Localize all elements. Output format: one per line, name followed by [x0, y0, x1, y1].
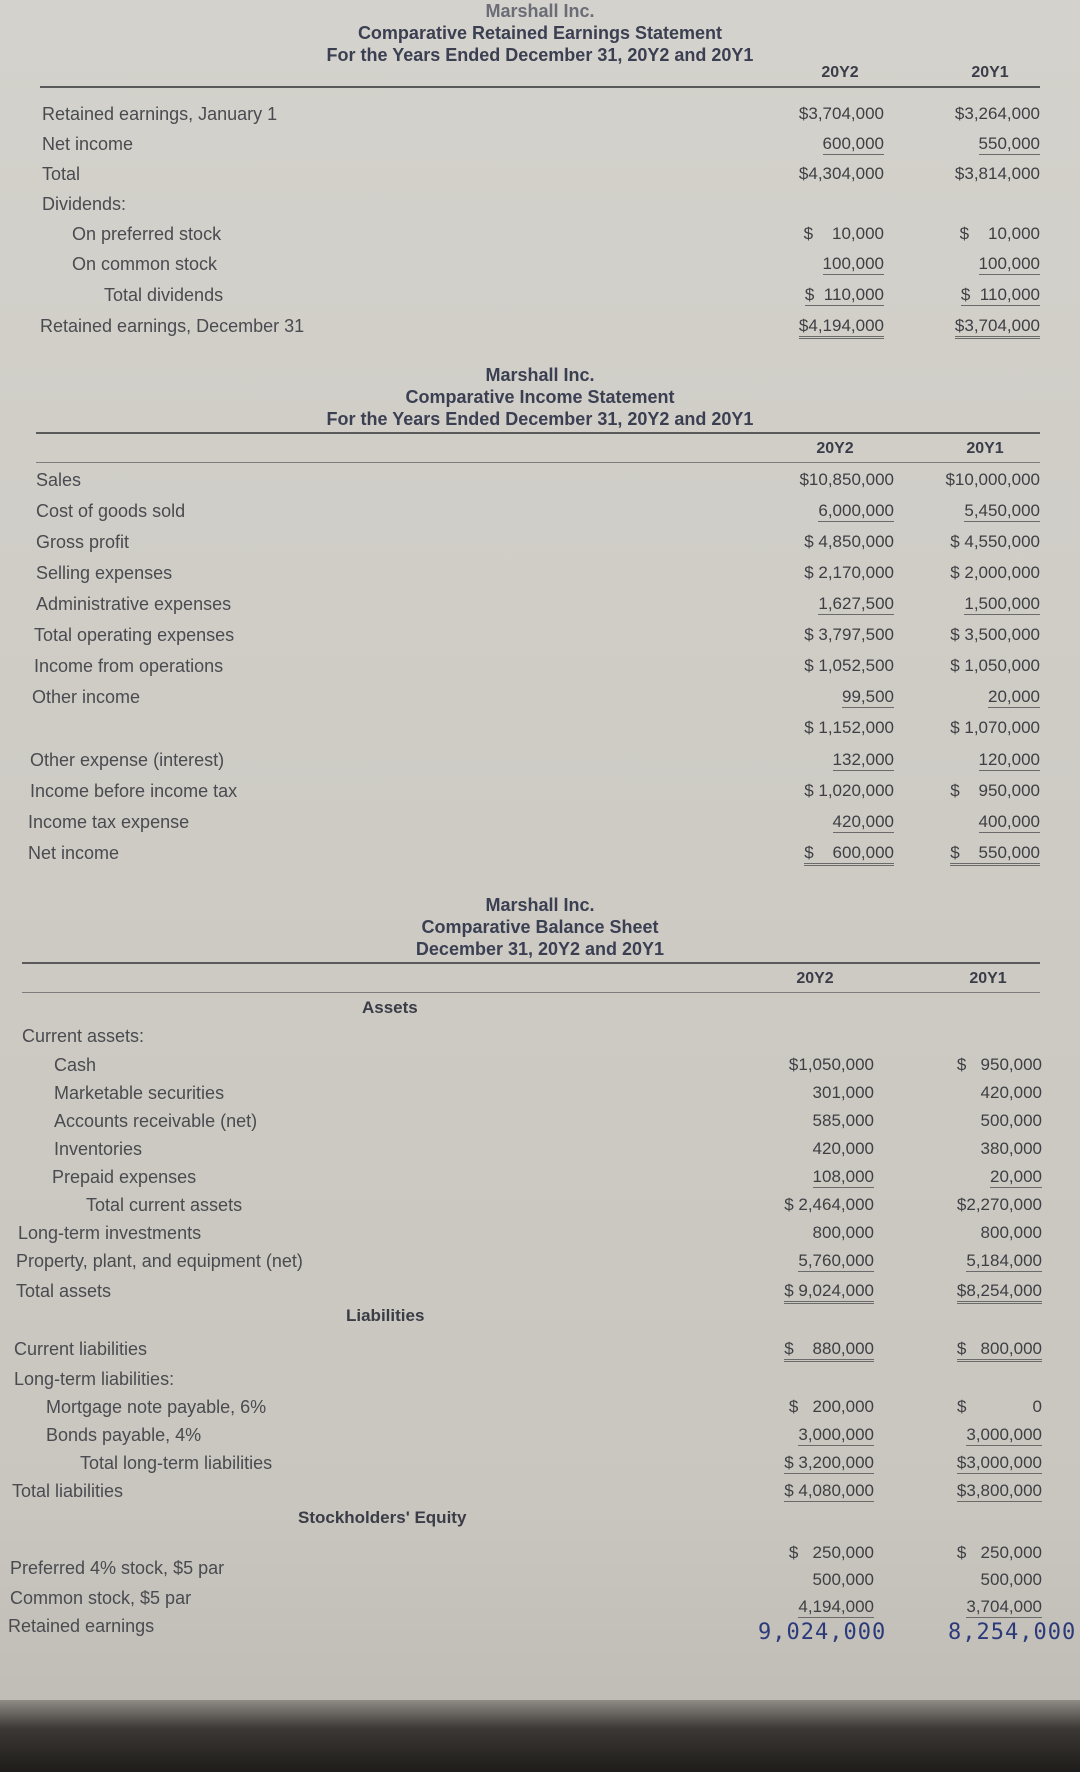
- value-20y1: 120,000: [978, 750, 1040, 769]
- row-label: Net income: [28, 843, 120, 863]
- company-name: Marshall Inc.: [485, 895, 595, 915]
- assets-heading: Assets: [362, 998, 418, 1017]
- table-row: [0, 687, 1080, 715]
- value-20y2: $ 2,170,000: [804, 563, 894, 582]
- statement-title: Comparative Income Statement: [405, 387, 675, 407]
- header-rule: [40, 86, 1040, 88]
- value-20y2: 600,000: [822, 134, 884, 153]
- value-20y2: $1,050,000: [788, 1055, 874, 1074]
- value-20y1: 800,000: [980, 1223, 1042, 1242]
- value-20y2: 100,000: [822, 254, 884, 273]
- value-20y2: $ 2,464,000: [784, 1195, 874, 1214]
- value-20y2: 132,000: [832, 750, 894, 769]
- row-label: Long-term investments: [18, 1223, 202, 1243]
- row-label: Marketable securities: [54, 1083, 225, 1103]
- table-row: [0, 843, 1080, 871]
- table-row: [0, 1281, 1080, 1309]
- statement-period: For the Years Ended December 31, 20Y2 and 20Y1: [326, 45, 754, 65]
- value-20y2: $ 4,850,000: [804, 532, 894, 551]
- table-row: [0, 501, 1080, 529]
- row-label: Sales: [36, 470, 82, 490]
- value-20y1: 500,000: [980, 1570, 1042, 1589]
- value-20y2: $ 600,000: [804, 843, 894, 866]
- row-label: Property, plant, and equipment (net): [16, 1251, 303, 1271]
- value-20y2: 800,000: [812, 1223, 874, 1242]
- row-label: Other expense (interest): [30, 750, 225, 770]
- value-20y1: $ 4,550,000: [950, 532, 1040, 551]
- table-row: [0, 532, 1080, 560]
- table-row: [0, 625, 1080, 653]
- value-20y1: 400,000: [978, 812, 1040, 831]
- value-20y2: $ 200,000: [788, 1397, 874, 1416]
- table-row: [0, 164, 1080, 192]
- column-heading-20y2: 20Y2: [796, 970, 834, 987]
- value-20y2: 420,000: [832, 812, 894, 831]
- row-label: Current liabilities: [14, 1339, 148, 1359]
- value-20y2: 1,627,500: [818, 594, 894, 613]
- value-20y2: $10,850,000: [799, 470, 894, 489]
- row-label: Total: [42, 164, 81, 184]
- row-label: Cost of goods sold: [36, 501, 186, 521]
- company-name: Marshall Inc.: [485, 1, 595, 21]
- table-row: [0, 656, 1080, 684]
- value-20y2: 4,194,000: [798, 1597, 874, 1616]
- row-label: Administrative expenses: [36, 594, 232, 614]
- column-rule: [36, 462, 1040, 463]
- value-20y2: 301,000: [812, 1083, 874, 1102]
- value-20y1: 5,450,000: [964, 501, 1040, 520]
- value-20y1: $3,264,000: [954, 104, 1040, 123]
- row-label: On common stock: [72, 254, 218, 274]
- row-label: Current assets:: [22, 1026, 145, 1046]
- value-20y2: $3,704,000: [798, 104, 884, 123]
- value-20y1: $10,000,000: [945, 470, 1040, 489]
- value-20y1: $ 950,000: [956, 1055, 1042, 1074]
- liabilities-heading: Liabilities: [346, 1306, 425, 1325]
- table-row: [0, 1083, 1080, 1111]
- row-label: Inventories: [54, 1139, 143, 1159]
- row-label: Income from operations: [34, 656, 224, 676]
- stockholders-equity-heading: Stockholders' Equity: [298, 1508, 467, 1527]
- row-label: Retained earnings, January 1: [42, 104, 278, 124]
- value-20y2: $ 1,052,500: [804, 656, 894, 675]
- table-row: [0, 254, 1080, 282]
- column-heading-20y2: 20Y2: [816, 440, 854, 457]
- value-20y2: 5,760,000: [798, 1251, 874, 1270]
- row-label: Prepaid expenses: [52, 1167, 197, 1187]
- balance-sheet-header: [300, 894, 780, 960]
- page-edge-shadow: [0, 1700, 1080, 1772]
- value-20y1: 20,000: [988, 687, 1040, 706]
- value-20y1: 500,000: [980, 1111, 1042, 1130]
- table-row: [0, 1339, 1080, 1367]
- income-statement-header: [300, 364, 780, 430]
- value-20y2: $ 4,080,000: [784, 1481, 874, 1500]
- value-20y1: 100,000: [978, 254, 1040, 273]
- table-row: [0, 1425, 1080, 1453]
- table-row: [0, 1453, 1080, 1481]
- row-label: Dividends:: [42, 194, 127, 214]
- table-row: [0, 1026, 1080, 1054]
- value-20y2: 420,000: [812, 1139, 874, 1158]
- row-label: Preferred 4% stock, $5 par: [10, 1558, 225, 1578]
- value-20y2: $ 110,000: [804, 285, 884, 304]
- table-row: [0, 104, 1080, 132]
- row-label: Selling expenses: [36, 563, 173, 583]
- row-label: Retained earnings: [8, 1616, 155, 1636]
- value-20y2: $4,194,000: [799, 316, 884, 339]
- row-label: Gross profit: [36, 532, 130, 552]
- value-20y2: $ 9,024,000: [784, 1281, 874, 1304]
- value-20y1: $ 550,000: [950, 843, 1040, 866]
- column-heading-20y1: 20Y1: [971, 64, 1009, 81]
- table-row: [0, 563, 1080, 591]
- value-20y2: 500,000: [812, 1570, 874, 1589]
- statement-title: Comparative Retained Earnings Statement: [357, 23, 723, 43]
- table-row: [0, 1195, 1080, 1223]
- header-rule: [22, 962, 1040, 964]
- value-20y1: $3,800,000: [956, 1481, 1042, 1500]
- table-row: [0, 1616, 1080, 1644]
- value-20y1: $ 1,070,000: [950, 718, 1040, 737]
- row-label: Total current assets: [86, 1195, 243, 1215]
- statement-period: For the Years Ended December 31, 20Y2 and 20Y1: [326, 409, 754, 429]
- row-label: Total liabilities: [12, 1481, 124, 1501]
- statement-period: December 31, 20Y2 and 20Y1: [415, 939, 665, 959]
- company-name: Marshall Inc.: [485, 365, 595, 385]
- value-20y1: 5,184,000: [966, 1251, 1042, 1270]
- table-row: [0, 1167, 1080, 1195]
- table-row: [0, 316, 1080, 344]
- row-label: Income tax expense: [28, 812, 190, 832]
- column-heading-20y2: 20Y2: [821, 64, 859, 81]
- handwritten-total-20y2: 9,024,000: [758, 1620, 887, 1645]
- table-row: [0, 1111, 1080, 1139]
- table-row: [0, 1369, 1080, 1397]
- row-label: Other income: [32, 687, 141, 707]
- value-20y1: 1,500,000: [964, 594, 1040, 613]
- table-row: [0, 718, 1080, 746]
- row-label: Long-term liabilities:: [14, 1369, 175, 1389]
- value-20y2: $4,304,000: [798, 164, 884, 183]
- column-heading-20y1: 20Y1: [969, 970, 1007, 987]
- value-20y2: 3,000,000: [798, 1425, 874, 1444]
- value-20y1: $ 950,000: [950, 781, 1040, 800]
- value-20y1: $ 1,050,000: [950, 656, 1040, 675]
- table-row: [0, 1223, 1080, 1251]
- row-label: Accounts receivable (net): [54, 1111, 258, 1131]
- value-20y1: $ 800,000: [957, 1339, 1042, 1362]
- value-20y1: 420,000: [980, 1083, 1042, 1102]
- value-20y1: $ 110,000: [960, 285, 1040, 304]
- value-20y2: 108,000: [812, 1167, 874, 1186]
- value-20y1: $3,000,000: [956, 1453, 1042, 1472]
- table-row: [0, 1397, 1080, 1425]
- value-20y2: $ 1,152,000: [804, 718, 894, 737]
- value-20y1: 550,000: [978, 134, 1040, 153]
- row-label: On preferred stock: [72, 224, 222, 244]
- value-20y2: $ 10,000: [803, 224, 884, 243]
- row-label: Income before income tax: [30, 781, 238, 801]
- row-label: Cash: [54, 1055, 97, 1075]
- row-label: Mortgage note payable, 6%: [46, 1397, 267, 1417]
- row-label: Retained earnings, December 31: [40, 316, 305, 336]
- table-row: [0, 1481, 1080, 1509]
- row-label: Total operating expenses: [34, 625, 235, 645]
- table-row: [0, 1251, 1080, 1279]
- table-row: [0, 781, 1080, 809]
- table-row: [0, 285, 1080, 313]
- value-20y1: $ 10,000: [959, 224, 1040, 243]
- row-label: Net income: [42, 134, 134, 154]
- row-label: Bonds payable, 4%: [46, 1425, 202, 1445]
- value-20y2: $ 3,200,000: [784, 1453, 874, 1472]
- row-label: Common stock, $5 par: [10, 1588, 192, 1608]
- value-20y1: $ 0: [956, 1397, 1042, 1416]
- column-heading-20y1: 20Y1: [966, 440, 1004, 457]
- statement-title: Comparative Balance Sheet: [421, 917, 659, 937]
- value-20y2: $ 1,020,000: [804, 781, 894, 800]
- value-20y2: $ 3,797,500: [804, 625, 894, 644]
- row-label: Total assets: [16, 1281, 112, 1301]
- row-label: Total dividends: [104, 285, 224, 305]
- value-20y1: $2,270,000: [956, 1195, 1042, 1214]
- table-row: [0, 812, 1080, 840]
- table-row: [0, 750, 1080, 778]
- value-20y2: $ 880,000: [784, 1339, 874, 1362]
- value-20y2: $ 250,000: [788, 1543, 874, 1562]
- value-20y2: 6,000,000: [818, 501, 894, 520]
- value-20y1: $ 3,500,000: [950, 625, 1040, 644]
- column-rule: [22, 992, 1040, 993]
- row-label: Total long-term liabilities: [80, 1453, 273, 1473]
- table-row: [0, 470, 1080, 498]
- handwritten-total-20y1: 8,254,000: [948, 1620, 1077, 1645]
- value-20y1: 380,000: [980, 1139, 1042, 1158]
- table-row: [0, 1055, 1080, 1083]
- value-20y1: $3,704,000: [955, 316, 1040, 339]
- value-20y1: $3,814,000: [954, 164, 1040, 183]
- header-rule: [36, 432, 1040, 434]
- value-20y1: 3,000,000: [966, 1425, 1042, 1444]
- value-20y2: 99,500: [842, 687, 894, 706]
- value-20y2: 585,000: [812, 1111, 874, 1130]
- table-row: [0, 1139, 1080, 1167]
- table-row: [0, 134, 1080, 162]
- value-20y1: $ 2,000,000: [950, 563, 1040, 582]
- value-20y1: 20,000: [990, 1167, 1042, 1186]
- value-20y1: $8,254,000: [957, 1281, 1042, 1304]
- value-20y1: 3,704,000: [966, 1597, 1042, 1616]
- table-row: [0, 594, 1080, 622]
- value-20y1: $ 250,000: [956, 1543, 1042, 1562]
- table-row: [0, 224, 1080, 252]
- retained-earnings-header: [300, 0, 780, 66]
- table-row: [0, 194, 1080, 222]
